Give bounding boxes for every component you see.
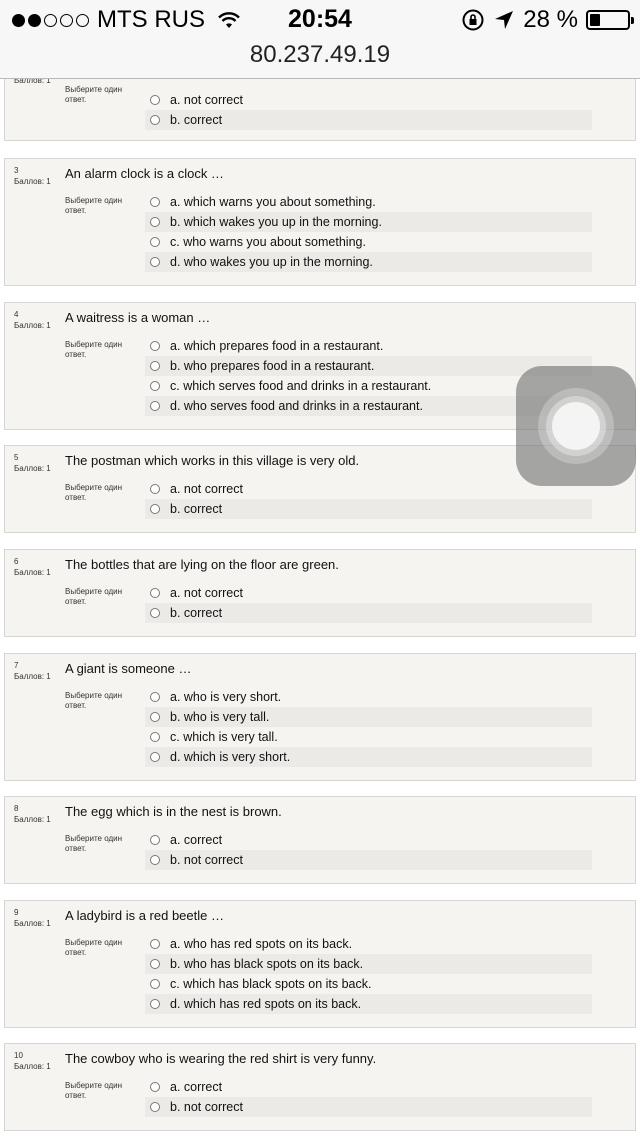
address-bar[interactable] [0, 40, 640, 79]
radio-button[interactable] [150, 732, 160, 742]
url-text: 80.237.49.19 [249, 41, 391, 68]
answer-option[interactable] [145, 252, 592, 272]
answer-list [145, 192, 592, 272]
answer-label: b. which wakes you up in the morning. [170, 215, 382, 229]
radio-button[interactable] [150, 484, 160, 494]
radio-button[interactable] [150, 381, 160, 391]
question-info [14, 660, 51, 682]
question-points: Баллов: 1 [14, 464, 51, 473]
answer-label: d. who serves food and drinks in a restaurant. [170, 399, 423, 413]
prompt-label: Выберите один ответ. [65, 483, 123, 502]
battery-icon [586, 10, 630, 30]
radio-button[interactable] [150, 95, 160, 105]
radio-button[interactable] [150, 979, 160, 989]
answer-label: d. who wakes you up in the morning. [170, 255, 373, 269]
question-info [14, 1050, 51, 1072]
answer-list [145, 583, 592, 623]
answer-list [145, 1077, 592, 1117]
answer-option[interactable] [145, 1097, 592, 1117]
question-number: 3 [14, 166, 19, 175]
answer-option[interactable] [145, 727, 592, 747]
question-info [14, 803, 51, 825]
answer-label: b. who prepares food in a restaurant. [170, 359, 375, 373]
answer-label: a. which warns you about something. [170, 195, 376, 209]
radio-button[interactable] [150, 712, 160, 722]
question-text: A waitress is a woman … [65, 310, 211, 325]
answer-list [145, 830, 592, 870]
answer-label: a. not correct [170, 482, 243, 496]
question-info [14, 907, 51, 929]
assistive-touch-button[interactable] [516, 366, 636, 486]
radio-button[interactable] [150, 361, 160, 371]
answer-label: a. which prepares food in a restaurant. [170, 339, 384, 353]
radio-button[interactable] [150, 401, 160, 411]
question-points: Баллов: 1 [14, 919, 51, 928]
answer-option[interactable] [145, 603, 592, 623]
answer-option[interactable] [145, 583, 592, 603]
question-points: Баллов: 1 [14, 568, 51, 577]
question-points: Баллов: 1 [14, 672, 51, 681]
question-text: The egg which is in the nest is brown. [65, 804, 282, 819]
prompt-label: Выберите один ответ. [65, 834, 123, 853]
prompt-label: Выберите один ответ. [65, 938, 123, 957]
clock: 20:54 [288, 5, 352, 33]
prompt-label: Выберите один ответ. [65, 1081, 123, 1100]
location-arrow-icon [493, 9, 515, 31]
question-points: Баллов: 1 [14, 1062, 51, 1071]
radio-button[interactable] [150, 217, 160, 227]
question-points: Баллов: 1 [14, 79, 51, 85]
answer-label: a. who is very short. [170, 690, 282, 704]
question-info [14, 556, 51, 578]
radio-button[interactable] [150, 1082, 160, 1092]
question-6 [4, 549, 636, 637]
answer-label: b. correct [170, 502, 223, 516]
question-text: An alarm clock is a clock … [65, 166, 224, 181]
answer-label: c. which is very tall. [170, 730, 278, 744]
radio-button[interactable] [150, 835, 160, 845]
radio-button[interactable] [150, 115, 160, 125]
answer-option[interactable] [145, 934, 592, 954]
answer-option[interactable] [145, 192, 592, 212]
answer-label: a. correct [170, 1080, 223, 1094]
question-number: 7 [14, 661, 19, 670]
question-text: The postman which works in this village is very old. [65, 453, 360, 468]
radio-button[interactable] [150, 959, 160, 969]
answer-label: d. which is very short. [170, 750, 291, 764]
answer-label: c. which has black spots on its back. [170, 977, 372, 991]
answer-list [145, 687, 592, 767]
radio-button[interactable] [150, 197, 160, 207]
answer-label: b. correct [170, 606, 223, 620]
answer-label: b. correct [170, 113, 223, 127]
answer-option[interactable] [145, 232, 592, 252]
question-3 [4, 158, 636, 286]
radio-button[interactable] [150, 1102, 160, 1112]
answer-option[interactable] [145, 954, 592, 974]
radio-button[interactable] [150, 999, 160, 1009]
answer-option[interactable] [145, 212, 592, 232]
answer-label: a. who has red spots on its back. [170, 937, 353, 951]
battery-level [590, 14, 600, 26]
radio-button[interactable] [150, 939, 160, 949]
answer-option[interactable] [145, 707, 592, 727]
question-number: 6 [14, 557, 19, 566]
answer-label: b. not correct [170, 853, 243, 867]
question-number: 8 [14, 804, 19, 813]
battery-percent: 28 % [523, 6, 578, 33]
carrier-name: MTS RUS [97, 6, 205, 33]
answer-option[interactable] [145, 687, 592, 707]
radio-button[interactable] [150, 752, 160, 762]
rotation-lock-icon [461, 8, 485, 32]
answer-option[interactable] [145, 479, 592, 499]
status-bar [0, 0, 640, 40]
question-info [14, 452, 51, 474]
prompt-label: Выберите один ответ. [65, 691, 123, 710]
answer-option[interactable] [145, 1077, 592, 1097]
answer-list [145, 934, 592, 1014]
answer-option[interactable] [145, 747, 592, 767]
answer-label: a. not correct [170, 586, 243, 600]
prompt-label: Выберите один ответ. [65, 196, 123, 215]
radio-button[interactable] [150, 608, 160, 618]
home-circle-icon [552, 402, 600, 450]
question-points: Баллов: 1 [14, 177, 51, 186]
question-9 [4, 900, 636, 1028]
answer-option[interactable] [145, 90, 592, 110]
radio-button[interactable] [150, 692, 160, 702]
prompt-label: Выберите один ответ. [65, 340, 123, 359]
answer-option[interactable] [145, 994, 592, 1014]
answer-label: d. which has red spots on its back. [170, 997, 362, 1011]
question-number: 5 [14, 453, 19, 462]
quiz-page [0, 79, 640, 1136]
question-number: 4 [14, 310, 19, 319]
question-8 [4, 796, 636, 884]
question-info [14, 309, 51, 331]
question-points: Баллов: 1 [14, 815, 51, 824]
question-text: The cowboy who is wearing the red shirt is very funny. [65, 1051, 377, 1066]
prompt-label: Выберите один ответ. [65, 587, 123, 606]
radio-button[interactable] [150, 341, 160, 351]
answer-label: b. not correct [170, 1100, 243, 1114]
answer-label: c. who warns you about something. [170, 235, 366, 249]
question-text: A ladybird is a red beetle … [65, 908, 224, 923]
radio-button[interactable] [150, 237, 160, 247]
radio-button[interactable] [150, 257, 160, 267]
answer-label: c. which serves food and drinks in a restaurant. [170, 379, 432, 393]
answer-label: a. correct [170, 833, 223, 847]
question-partial [4, 79, 636, 141]
answer-list [145, 90, 592, 130]
answer-option[interactable] [145, 830, 592, 850]
status-right-group [461, 6, 630, 34]
question-points: Баллов: 1 [14, 321, 51, 330]
answer-option[interactable] [145, 850, 592, 870]
answer-option[interactable] [145, 499, 592, 519]
question-number: 10 [14, 1051, 23, 1060]
answer-list [145, 479, 592, 519]
answer-option[interactable] [145, 110, 592, 130]
question-info [14, 165, 51, 187]
radio-button[interactable] [150, 504, 160, 514]
prompt-label: Выберите один ответ. [65, 85, 123, 104]
radio-button[interactable] [150, 588, 160, 598]
answer-option[interactable] [145, 336, 592, 356]
question-text: The bottles that are lying on the floor are green. [65, 557, 339, 572]
answer-option[interactable] [145, 974, 592, 994]
question-number: 9 [14, 908, 19, 917]
question-10 [4, 1043, 636, 1131]
answer-label: a. not correct [170, 93, 243, 107]
answer-label: b. who has black spots on its back. [170, 957, 364, 971]
answer-label: b. who is very tall. [170, 710, 270, 724]
radio-button[interactable] [150, 855, 160, 865]
question-text: A giant is someone … [65, 661, 192, 676]
question-7 [4, 653, 636, 781]
